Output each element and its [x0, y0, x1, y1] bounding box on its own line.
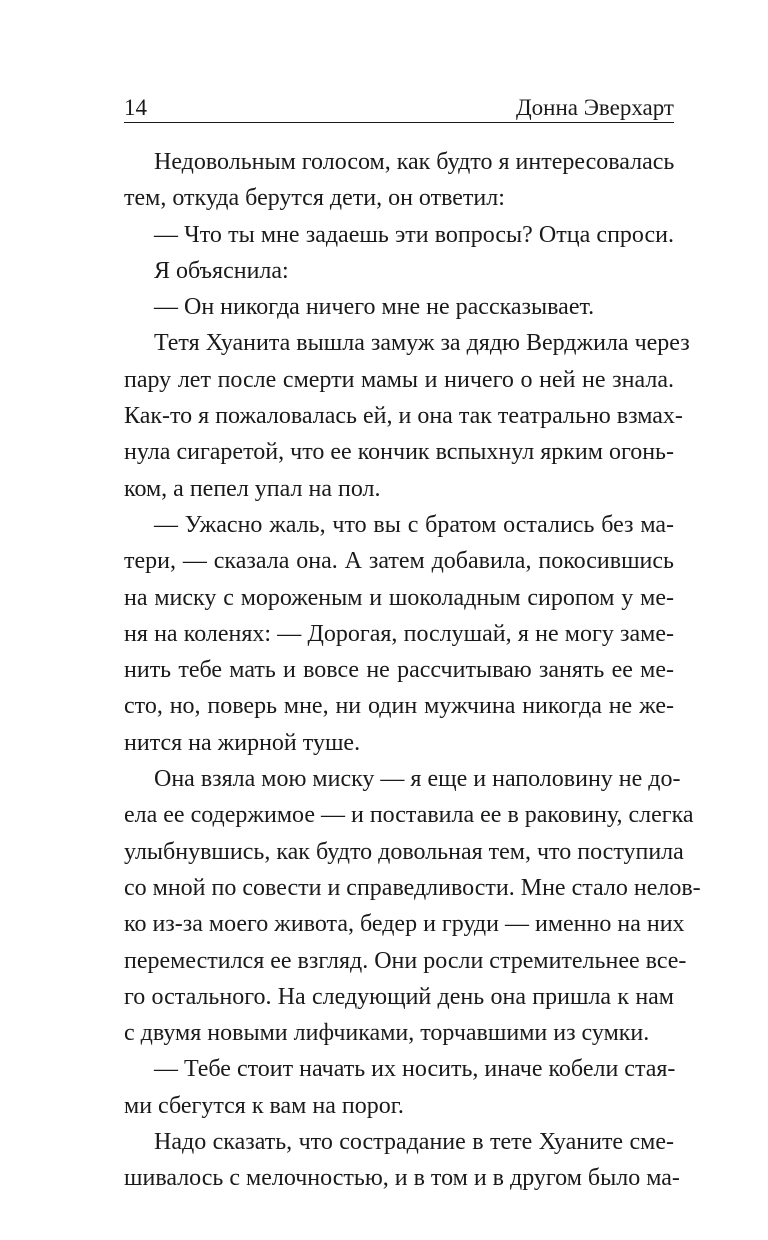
text-line: Она взяла мою миску — я еще и наполовину не до-	[154, 766, 681, 793]
text-line: тем, откуда берутся дети, он ответил:	[124, 185, 505, 212]
text-line: переместился ее взгляд. Они росли стремительнее все-	[124, 947, 687, 974]
text-line: Надо сказать, что сострадание в тете Хуаните сме-	[154, 1129, 674, 1156]
text-line: сто, но, поверь мне, ни один мужчина никогда не же-	[124, 693, 674, 720]
author-name: Донна Эверхарт	[515, 95, 674, 120]
text-line: го остального. На следующий день она пришла к нам	[124, 983, 674, 1010]
text-line: ела ее содержимое — и поставила ее в раковину, слегка	[124, 802, 694, 829]
text-line: пару лет после смерти мамы и ничего о ней не знала.	[124, 366, 674, 393]
text-line: ко из-за моего живота, бедер и груди — именно на них	[124, 911, 685, 938]
text-line: Тетя Хуанита вышла замуж за дядю Верджила через	[154, 330, 690, 357]
text-line: — Ужасно жаль, что вы с братом остались без ма-	[154, 511, 674, 538]
text-line: шивалось с мелочностью, и в том и в другом было ма-	[124, 1165, 680, 1192]
text-line: — Тебе стоит начать их носить, иначе кобели стая-	[154, 1056, 676, 1083]
text-line: на миску с мороженым и шоколадным сиропом у ме-	[124, 584, 674, 611]
running-head	[124, 92, 674, 120]
text-line: ня на коленях: — Дорогая, послушай, я не могу заме-	[124, 620, 674, 647]
text-line: Недовольным голосом, как будто я интересовалась	[154, 149, 675, 175]
text-line: ком, а пепел упал на пол.	[124, 475, 381, 502]
text-line: Как-то я пожаловалась ей, и она так театрально взмах-	[124, 403, 683, 430]
text-line: нить тебе мать и вовсе не рассчитываю занять ее ме-	[124, 657, 674, 684]
text-line: — Он никогда ничего мне не рассказывает.	[154, 294, 595, 321]
body-text	[124, 144, 701, 1197]
text-line: нится на жирной туше.	[124, 729, 361, 756]
text-line: Я объяснила:	[154, 257, 289, 284]
header-rule	[124, 122, 674, 123]
text-line: — Что ты мне задаешь эти вопросы? Отца спроси.	[154, 221, 674, 248]
text-line: с двумя новыми лифчиками, торчавшими из сумки.	[124, 1020, 650, 1047]
text-line: со мной по совести и справедливости. Мне стало нелов-	[124, 874, 701, 901]
page-number: 14	[124, 95, 147, 120]
text-line: нула сигаретой, что ее кончик вспыхнул ярким огонь-	[124, 439, 674, 466]
text-line: улыбнувшись, как будто довольная тем, что поступила	[124, 838, 684, 865]
text-line: тери, — сказала она. А затем добавила, покосившись	[124, 548, 674, 575]
text-line: ми сбегутся к вам на порог.	[124, 1092, 404, 1119]
